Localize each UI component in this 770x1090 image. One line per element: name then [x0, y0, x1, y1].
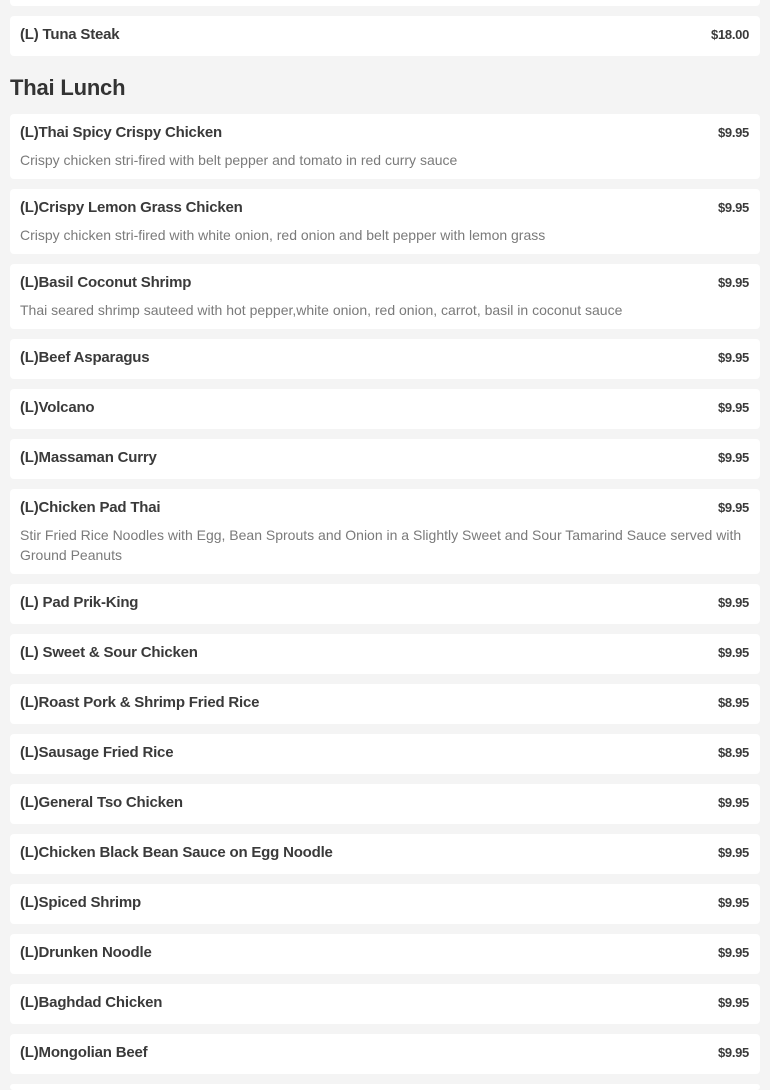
- menu-item-name: (L)Volcano: [20, 399, 95, 416]
- menu-item-card[interactable]: [10, 389, 760, 429]
- menu-item-card[interactable]: [10, 934, 760, 974]
- menu-item-card[interactable]: [10, 1034, 760, 1074]
- menu-item-description: Crispy chicken stri-fired with belt pepper and tomato in red curry sauce: [20, 152, 458, 168]
- menu-item-card[interactable]: [10, 584, 760, 624]
- menu-item-card[interactable]: [10, 884, 760, 924]
- menu-item-name: (L) Tuna Steak: [20, 26, 120, 43]
- menu-item-price: $18.00: [711, 27, 749, 42]
- menu-item-description: Crispy chicken stri-fired with white onion, red onion and belt pepper with lemon grass: [20, 227, 546, 243]
- menu-item-name: (L)Chicken Black Bean Sauce on Egg Noodle: [20, 844, 333, 861]
- menu-item-name: (L) Sweet & Sour Chicken: [20, 644, 198, 661]
- menu-item-price: $9.95: [717, 795, 749, 810]
- menu-item-name: (L)Basil Coconut Shrimp: [20, 274, 192, 291]
- menu-item-name: (L)Baghdad Chicken: [20, 994, 163, 1011]
- menu-item-name: (L)Beef Asparagus: [20, 349, 150, 366]
- menu-item-price: $9.95: [717, 500, 749, 515]
- menu-item-card[interactable]: [10, 114, 760, 179]
- menu-item-name: (L)Thai Spicy Crispy Chicken: [20, 124, 222, 141]
- menu-item-name: (L)Sausage Fried Rice: [20, 744, 174, 761]
- menu-item-price: $9.95: [717, 895, 749, 910]
- menu-item-description: Thai seared shrimp sauteed with hot pepper,white onion, red onion, carrot, basil in coconut sauce: [20, 302, 623, 318]
- menu-item-card-partial[interactable]: [10, 0, 760, 6]
- menu-item-card[interactable]: [10, 16, 760, 56]
- menu-item-name: (L)Spiced Shrimp: [20, 894, 141, 911]
- menu-item-name: (L)Massaman Curry: [20, 449, 157, 466]
- menu-item-name: (L)Mongolian Beef: [20, 1044, 148, 1061]
- menu-item-card[interactable]: [10, 684, 760, 724]
- menu-item-name: (L)Crispy Lemon Grass Chicken: [20, 199, 243, 216]
- menu-item-card[interactable]: [10, 784, 760, 824]
- menu-item-name: (L) Pad Prik-King: [20, 594, 139, 611]
- menu-item-price: $9.95: [717, 645, 749, 660]
- menu-item-card-partial[interactable]: [10, 1084, 760, 1090]
- menu-item-price: $9.95: [717, 450, 749, 465]
- menu-item-card[interactable]: [10, 339, 760, 379]
- menu-item-name: (L)Chicken Pad Thai: [20, 499, 161, 516]
- menu-item-price: $9.95: [717, 845, 749, 860]
- menu-item-card[interactable]: [10, 984, 760, 1024]
- menu-item-price: $9.95: [717, 125, 749, 140]
- menu-item-price: $9.95: [717, 945, 749, 960]
- menu-item-name: (L)General Tso Chicken: [20, 794, 183, 811]
- menu-item-name: (L)Drunken Noodle: [20, 944, 152, 961]
- menu-item-card[interactable]: [10, 834, 760, 874]
- menu-item-price: $9.95: [717, 200, 749, 215]
- menu-item-card[interactable]: [10, 264, 760, 329]
- menu-item-card[interactable]: [10, 634, 760, 674]
- menu-item-card[interactable]: [10, 489, 760, 574]
- menu-item-name: (L)Roast Pork & Shrimp Fried Rice: [20, 694, 260, 711]
- menu-item-price: $8.95: [717, 695, 749, 710]
- menu-item-description: Stir Fried Rice Noodles with Egg, Bean Sprouts and Onion in a Slightly Sweet and Sour Tamarind Sauce served with Ground Peanuts: [20, 527, 742, 563]
- menu-item-price: $9.95: [717, 400, 749, 415]
- section-title: Thai Lunch: [10, 75, 126, 100]
- menu-item-price: $9.95: [717, 1045, 749, 1060]
- menu-item-price: $9.95: [717, 595, 749, 610]
- menu-item-price: $9.95: [717, 995, 749, 1010]
- menu-item-price: $9.95: [717, 350, 749, 365]
- menu-item-price: $8.95: [717, 745, 749, 760]
- menu-item-price: $9.95: [717, 275, 749, 290]
- menu-item-card[interactable]: [10, 189, 760, 254]
- menu-item-card[interactable]: [10, 439, 760, 479]
- menu-item-card[interactable]: [10, 734, 760, 774]
